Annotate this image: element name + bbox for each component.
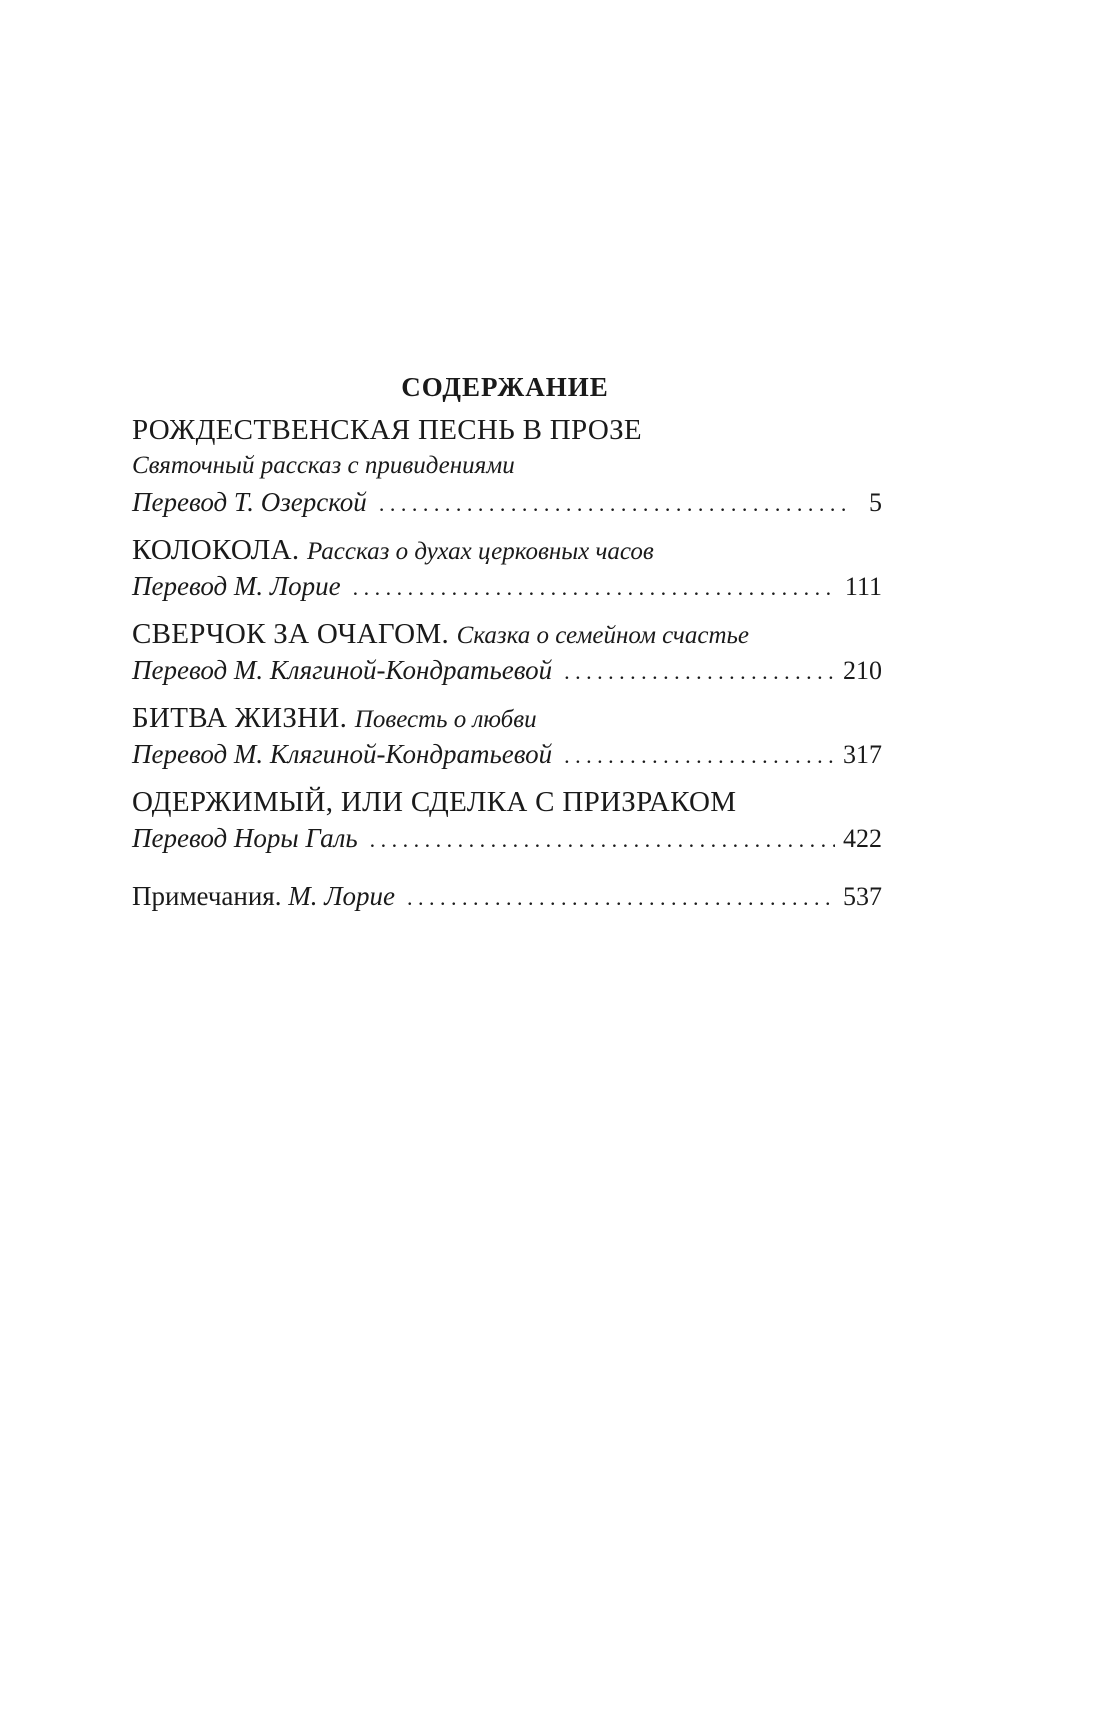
toc-entry-subtitle: Повесть о любви (354, 706, 537, 733)
toc-entry-translator: Перевод М. Клягиной-Кондратьевой (132, 739, 553, 769)
toc-entry-subtitle: Сказка о семейном счастье (456, 622, 749, 649)
toc-entry-translator-line (132, 652, 882, 688)
toc-entry-subtitle: Рассказ о духах церковных часов (306, 538, 654, 565)
toc-entry-title-line (132, 532, 882, 568)
toc-entry-subtitle: Святочный рассказ с привидениями (132, 452, 515, 479)
toc-entry-notes (132, 878, 882, 914)
dot-leader (564, 738, 835, 774)
toc-entry-title-line (132, 616, 882, 652)
toc-entry-subtitle-line (132, 448, 882, 484)
toc-entry-title-line (132, 700, 882, 736)
toc-entry-title: БИТВА ЖИЗНИ. (132, 702, 348, 734)
toc-entry-page-number: 111 (844, 572, 882, 601)
toc-entry-title-line (132, 784, 882, 820)
toc-entry-translator: Перевод Норы Галь (132, 823, 358, 853)
dot-leader (564, 654, 835, 690)
toc-entry-translator-line (132, 736, 882, 772)
toc-entry-notes-line (132, 878, 882, 914)
toc-entry-title: СВЕРЧОК ЗА ОЧАГОМ. (132, 618, 450, 650)
toc-entry-haunted-man (132, 784, 882, 856)
toc-entry-christmas-carol (132, 412, 882, 520)
toc-entry-title: КОЛОКОЛА. (132, 534, 300, 566)
toc-entry-title: РОЖДЕСТВЕНСКАЯ ПЕСНЬ В ПРОЗЕ (132, 414, 642, 446)
toc-entry-chimes (132, 532, 882, 604)
toc-entry-title: ОДЕРЖИМЫЙ, ИЛИ СДЕЛКА С ПРИЗРАКОМ (132, 786, 737, 818)
toc-entry-translator-line (132, 568, 882, 604)
toc-entry-page-number: 537 (843, 882, 882, 911)
toc-entry-translator: Перевод М. Клягиной-Кондратьевой (132, 655, 553, 685)
toc-entry-translator-line (132, 820, 882, 856)
table-of-contents (132, 412, 882, 926)
dot-leader (379, 486, 850, 522)
toc-entry-page-number: 210 (843, 656, 882, 685)
dot-leader (353, 570, 837, 606)
page-title: СОДЕРЖАНИЕ (401, 372, 609, 402)
toc-entry-title-line (132, 412, 882, 448)
toc-entry-page-number: 422 (843, 824, 882, 853)
toc-entry-battle-of-life (132, 700, 882, 772)
dot-leader (407, 880, 835, 916)
dot-leader (370, 822, 835, 858)
toc-entry-translator: Перевод Т. Озерской (132, 487, 367, 517)
notes-label: Примечания. (132, 881, 282, 911)
notes-author: М. Лорие (288, 881, 395, 911)
toc-entry-page-number: 317 (843, 740, 882, 769)
toc-entry-translator: Перевод М. Лорие (132, 571, 341, 601)
toc-entry-page-number: 5 (869, 488, 882, 517)
toc-entry-cricket-on-the-hearth (132, 616, 882, 688)
toc-entry-translator-line (132, 484, 882, 520)
